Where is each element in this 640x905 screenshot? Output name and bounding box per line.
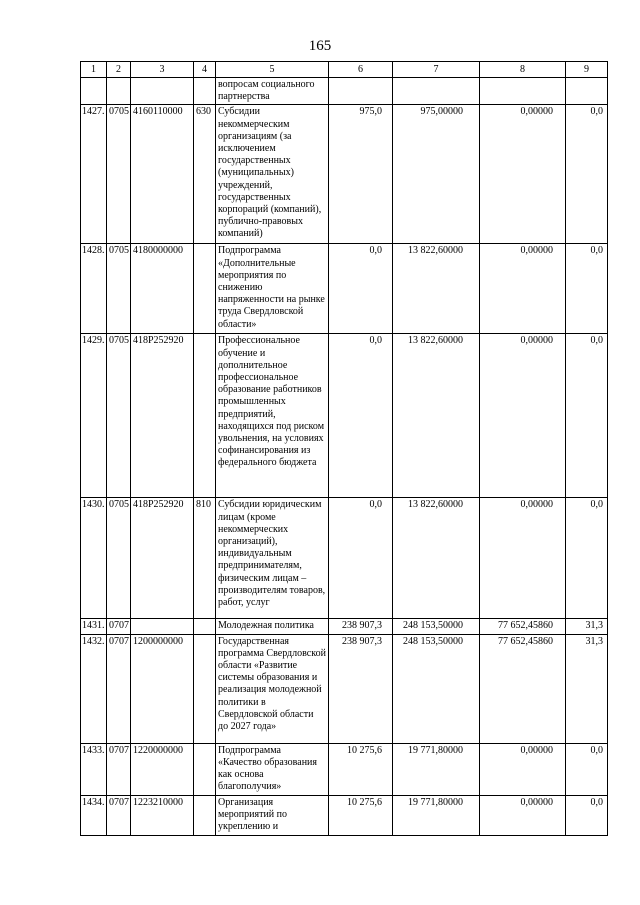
budget-table — [80, 61, 608, 836]
row-number: 1434. — [81, 795, 107, 835]
plan-value: 238 907,3 — [329, 619, 393, 634]
amount-value: 0,00000 — [480, 498, 566, 619]
page-number: 165 — [308, 38, 332, 54]
item-name: Государственная программа Свердловской области «Развитие системы образования и реализация молодежной политики в Свердловской области до 2027 года» — [216, 634, 329, 743]
fact-value: 13 822,60000 — [393, 244, 480, 334]
header-col-4: 4 — [194, 62, 216, 78]
percent-value — [566, 78, 608, 105]
fact-value: 248 153,50000 — [393, 619, 480, 634]
section-code: 0707 — [107, 619, 131, 634]
expense-type: 810 — [194, 498, 216, 619]
target-code: 418P252920 — [131, 498, 194, 619]
section-code: 0707 — [107, 795, 131, 835]
plan-value: 238 907,3 — [329, 634, 393, 743]
fact-value: 975,00000 — [393, 105, 480, 244]
table-row — [81, 795, 608, 835]
table-row — [81, 334, 608, 498]
expense-type — [194, 795, 216, 835]
table-row — [81, 498, 608, 619]
header-col-2: 2 — [107, 62, 131, 78]
header-col-9: 9 — [566, 62, 608, 78]
row-number: 1429. — [81, 334, 107, 498]
amount-value — [480, 78, 566, 105]
fact-value — [393, 78, 480, 105]
expense-type — [194, 244, 216, 334]
expense-type — [194, 334, 216, 498]
expense-type — [194, 78, 216, 105]
item-name: Молодежная политика — [216, 619, 329, 634]
item-name: Подпрограмма «Дополнительные мероприятия по снижению напряженности на рынке труда Свердловской области» — [216, 244, 329, 334]
item-name: Субсидии некоммерческим организациям (за исключением государственных (муниципальных) учреждений, государственных корпораций (компаний), публично-правовых компаний) — [216, 105, 329, 244]
percent-value: 0,0 — [566, 105, 608, 244]
expense-type — [194, 634, 216, 743]
item-name: Субсидии юридическим лицам (кроме некоммерческих организаций), индивидуальным предпринимателям, физическим лицам – производителям товаров, работ, услуг — [216, 498, 329, 619]
section-code: 0705 — [107, 244, 131, 334]
row-number: 1433. — [81, 743, 107, 795]
target-code: 1200000000 — [131, 634, 194, 743]
percent-value: 0,0 — [566, 244, 608, 334]
section-code: 0707 — [107, 634, 131, 743]
table-row — [81, 105, 608, 244]
target-code — [131, 619, 194, 634]
amount-value: 0,00000 — [480, 105, 566, 244]
plan-value: 0,0 — [329, 244, 393, 334]
table-row — [81, 743, 608, 795]
plan-value — [329, 78, 393, 105]
percent-value: 0,0 — [566, 795, 608, 835]
table-row — [81, 244, 608, 334]
percent-value: 0,0 — [566, 334, 608, 498]
header-col-5: 5 — [216, 62, 329, 78]
expense-type — [194, 743, 216, 795]
section-code: 0707 — [107, 743, 131, 795]
section-code: 0705 — [107, 105, 131, 244]
header-col-3: 3 — [131, 62, 194, 78]
plan-value: 0,0 — [329, 498, 393, 619]
amount-value: 0,00000 — [480, 334, 566, 498]
plan-value: 0,0 — [329, 334, 393, 498]
target-code: 1223210000 — [131, 795, 194, 835]
item-name: Подпрограмма «Качество образования как основа благополучия» — [216, 743, 329, 795]
fact-value: 248 153,50000 — [393, 634, 480, 743]
section-code: 0705 — [107, 498, 131, 619]
item-name: Организация мероприятий по укреплению и — [216, 795, 329, 835]
expense-type — [194, 619, 216, 634]
percent-value: 31,3 — [566, 619, 608, 634]
plan-value: 975,0 — [329, 105, 393, 244]
target-code: 418P252920 — [131, 334, 194, 498]
target-code: 1220000000 — [131, 743, 194, 795]
fact-value: 13 822,60000 — [393, 334, 480, 498]
fact-value: 19 771,80000 — [393, 795, 480, 835]
row-number: 1428. — [81, 244, 107, 334]
section-code: 0705 — [107, 334, 131, 498]
percent-value: 0,0 — [566, 743, 608, 795]
row-number: 1431. — [81, 619, 107, 634]
header-col-6: 6 — [329, 62, 393, 78]
fact-value: 19 771,80000 — [393, 743, 480, 795]
amount-value: 77 652,45860 — [480, 619, 566, 634]
row-number: 1427. — [81, 105, 107, 244]
percent-value: 0,0 — [566, 498, 608, 619]
fact-value: 13 822,60000 — [393, 498, 480, 619]
section-code — [107, 78, 131, 105]
plan-value: 10 275,6 — [329, 795, 393, 835]
amount-value: 77 652,45860 — [480, 634, 566, 743]
row-number — [81, 78, 107, 105]
table-header-row — [81, 62, 608, 78]
header-col-7: 7 — [393, 62, 480, 78]
table-row — [81, 78, 608, 105]
table-row — [81, 619, 608, 634]
target-code: 4180000000 — [131, 244, 194, 334]
header-col-1: 1 — [81, 62, 107, 78]
percent-value: 31,3 — [566, 634, 608, 743]
item-name: Профессиональное обучение и дополнительное профессиональное образование работников промышленных предприятий, находящихся под риском увольнения, на условиях софинансирования из федерального бюджета — [216, 334, 329, 498]
amount-value: 0,00000 — [480, 244, 566, 334]
row-number: 1432. — [81, 634, 107, 743]
item-name: вопросам социального партнерства — [216, 78, 329, 105]
target-code: 4160110000 — [131, 105, 194, 244]
plan-value: 10 275,6 — [329, 743, 393, 795]
header-col-8: 8 — [480, 62, 566, 78]
amount-value: 0,00000 — [480, 795, 566, 835]
amount-value: 0,00000 — [480, 743, 566, 795]
row-number: 1430. — [81, 498, 107, 619]
expense-type: 630 — [194, 105, 216, 244]
table-row — [81, 634, 608, 743]
target-code — [131, 78, 194, 105]
